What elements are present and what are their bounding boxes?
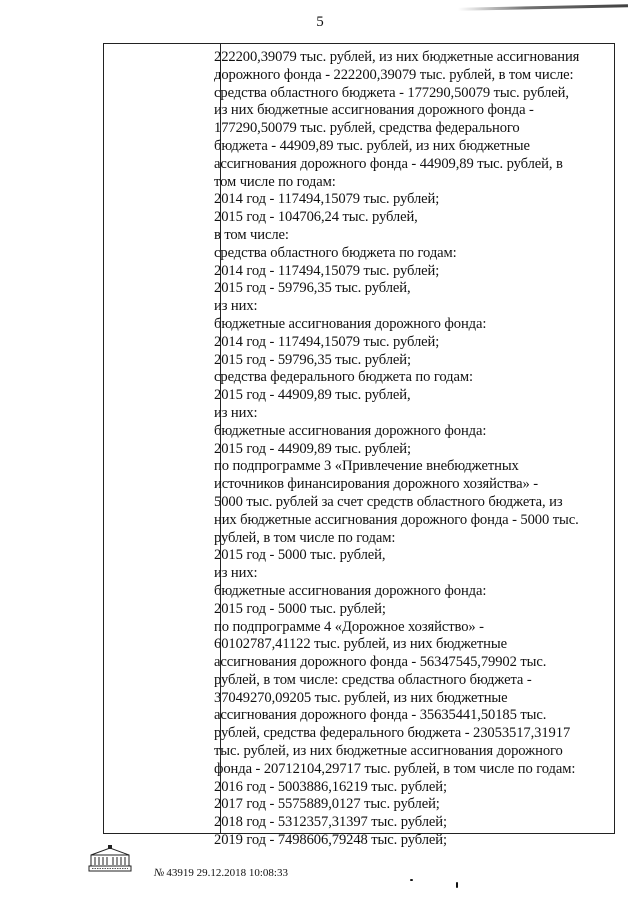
body-line: по подпрограмме 3 «Привлечение внебюджетных [214, 458, 519, 475]
body-line: в том числе: [214, 226, 289, 243]
scan-speck [456, 882, 458, 888]
body-line: 2016 год - 5003886,16219 тыс. рублей; [214, 778, 447, 795]
body-line: них бюджетные ассигнования дорожного фонда - 5000 тыс. [214, 511, 579, 528]
body-line: рублей, в том числе по годам: [214, 529, 396, 546]
body-line: 2017 год - 5575889,0127 тыс. рублей; [214, 796, 440, 813]
body-line: фонда - 20712104,29717 тыс. рублей, в том числе по годам: [214, 760, 576, 777]
body-line: ассигнования дорожного фонда - 56347545,79902 тыс. [214, 654, 547, 671]
body-line: рублей, в том числе: средства областного бюджета - [214, 671, 532, 688]
body-line: 2015 год - 59796,35 тыс. рублей; [214, 351, 411, 368]
body-line: 2018 год - 5312357,31397 тыс. рублей; [214, 814, 447, 831]
body-line: 177290,50079 тыс. рублей, средства федерального [214, 120, 520, 137]
scan-artifact [458, 4, 628, 11]
page-number: 5 [316, 14, 324, 30]
body-line: 60102787,41122 тыс. рублей, из них бюджетные [214, 636, 507, 653]
doc-reference-text: 43919 29.12.2018 10:08:33 [166, 867, 288, 879]
body-line: 2015 год - 5000 тыс. рублей, [214, 547, 386, 564]
body-line: 2015 год - 104706,24 тыс. рублей, [214, 209, 418, 226]
body-line: тыс. рублей, из них бюджетные ассигнования дорожного [214, 743, 563, 760]
scan-speck [410, 879, 413, 881]
body-line: том числе по годам: [214, 173, 336, 190]
body-line: 2015 год - 59796,35 тыс. рублей, [214, 280, 411, 297]
body-line: 2015 год - 44909,89 тыс. рублей, [214, 387, 411, 404]
body-text [214, 49, 612, 850]
body-line: по подпрограмме 4 «Дорожное хозяйство» - [214, 618, 484, 635]
body-line: 2015 год - 5000 тыс. рублей; [214, 600, 386, 617]
body-line: ассигнования дорожного фонда - 44909,89 тыс. рублей, в [214, 155, 563, 172]
body-line: 2019 год - 7498606,79248 тыс. рублей; [214, 832, 447, 849]
body-line: источников финансирования дорожного хозяйства» - [214, 476, 539, 493]
body-line: 37049270,09205 тыс. рублей, из них бюджетные [214, 689, 508, 706]
body-line: средства федерального бюджета по годам: [214, 369, 473, 386]
doc-number-sign: № [154, 867, 165, 879]
document-reference [154, 867, 288, 879]
table-top-rule [104, 43, 615, 44]
body-line: из них: [214, 565, 258, 582]
body-line: из них: [214, 298, 258, 315]
body-line: 2015 год - 44909,89 тыс. рублей; [214, 440, 411, 457]
body-line: рублей, средства федерального бюджета - 23053517,31917 [214, 725, 571, 742]
building-emblem-icon [88, 844, 132, 872]
body-line: бюджета - 44909,89 тыс. рублей, из них бюджетные [214, 137, 530, 154]
body-line: из них бюджетные ассигнования дорожного фонда - [214, 102, 534, 119]
body-line: бюджетные ассигнования дорожного фонда: [214, 582, 487, 599]
body-line: 222200,39079 тыс. рублей, из них бюджетные ассигнования [214, 49, 580, 65]
body-line: бюджетные ассигнования дорожного фонда: [214, 315, 487, 332]
body-line: бюджетные ассигнования дорожного фонда: [214, 422, 487, 439]
body-line: 5000 тыс. рублей за счет средств областного бюджета, из [214, 493, 563, 510]
body-line: средства областного бюджета - 177290,50079 тыс. рублей, [214, 84, 569, 101]
body-line: ассигнования дорожного фонда - 35635441,50185 тыс. [214, 707, 547, 724]
body-line: средства областного бюджета по годам: [214, 244, 457, 261]
body-line: 2014 год - 117494,15079 тыс. рублей; [214, 191, 440, 208]
body-line: 2014 год - 117494,15079 тыс. рублей; [214, 333, 440, 350]
body-line: из них: [214, 404, 258, 421]
body-line: 2014 год - 117494,15079 тыс. рублей; [214, 262, 440, 279]
body-line: дорожного фонда - 222200,39079 тыс. рублей, в том числе: [214, 66, 574, 83]
